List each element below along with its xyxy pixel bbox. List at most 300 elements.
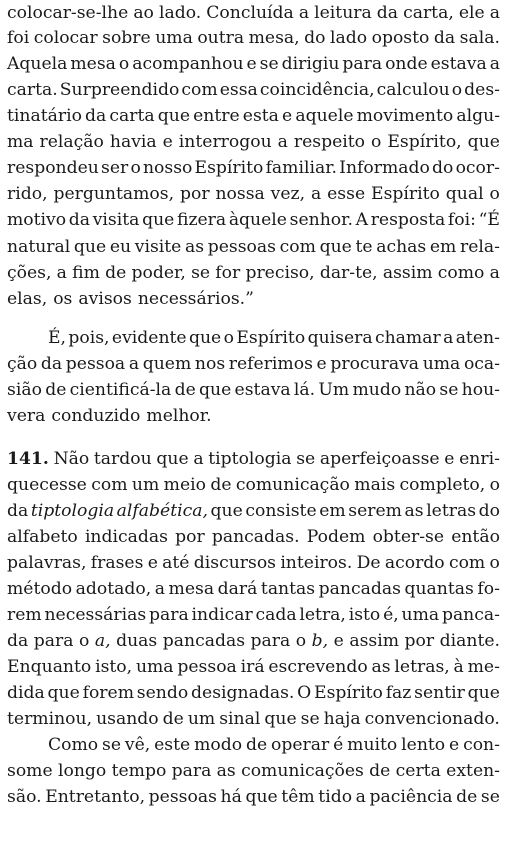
word: preciso, [245, 263, 315, 283]
word: Espírito [314, 683, 383, 703]
word: que [245, 787, 278, 807]
word: aquele [295, 106, 354, 126]
word: tinatário [7, 106, 82, 126]
word: serem [348, 501, 402, 521]
word: diante. [439, 631, 500, 651]
word: uma [422, 354, 461, 374]
word: motivo [7, 210, 67, 230]
word: certa [395, 761, 441, 781]
word: estava [234, 380, 291, 400]
text-line [7, 377, 500, 404]
word: terminou, [7, 709, 93, 729]
word: a [489, 263, 500, 283]
word: Espírito [194, 158, 264, 178]
word: por [404, 631, 435, 651]
word: para [33, 631, 74, 651]
word: letra, [299, 605, 346, 625]
word: em [429, 237, 457, 257]
word: de [210, 475, 232, 495]
word: lado. [158, 3, 202, 23]
word: a [489, 3, 500, 23]
word: colocar [33, 28, 98, 48]
word: alfabeto [7, 527, 78, 547]
word: por [175, 527, 205, 547]
word: escrevendo [268, 657, 368, 677]
word: uma [155, 28, 193, 48]
text-line [48, 732, 500, 759]
word: com [181, 80, 218, 100]
word: do [432, 158, 454, 178]
word: que [156, 449, 189, 469]
word: e [316, 354, 327, 374]
text-line [7, 351, 500, 378]
word: faz [385, 683, 412, 703]
word: a [443, 328, 454, 348]
text-line [7, 260, 500, 287]
word: estava [430, 54, 487, 74]
word: quisera [307, 328, 373, 348]
word: Podem [306, 527, 366, 547]
word: me- [467, 657, 500, 677]
word: nossa [215, 184, 265, 204]
word: respeito [293, 132, 366, 152]
word: esse [327, 184, 366, 204]
word: melhor. [146, 406, 212, 426]
word: e [147, 553, 158, 573]
word: resposta [370, 210, 446, 230]
word: rido, [7, 184, 48, 204]
word: lento [401, 735, 446, 755]
text-line [7, 602, 500, 629]
word: isto [348, 605, 381, 625]
word: àquele [228, 210, 287, 230]
word: e [444, 449, 455, 469]
word: chamar [374, 328, 441, 348]
word: poder, [131, 263, 186, 283]
text-line [7, 0, 500, 27]
word: a [298, 3, 310, 23]
word: natural [7, 237, 71, 257]
word: outra [197, 28, 245, 48]
word: fo- [477, 579, 500, 599]
word: assim [349, 631, 400, 651]
word: da [7, 631, 29, 651]
word: foi [7, 28, 30, 48]
word: exten- [446, 761, 500, 781]
word: senhor. [289, 210, 353, 230]
word: algu- [456, 106, 500, 126]
word: acompanhou [132, 54, 244, 74]
word: se [191, 263, 211, 283]
text-line [7, 155, 500, 182]
word: e [162, 132, 173, 152]
word: são. [7, 787, 42, 807]
word: rem [7, 605, 42, 625]
word: haja [323, 709, 361, 729]
word: familiar. [265, 158, 337, 178]
word: pessoas [207, 237, 276, 257]
text-line [7, 129, 500, 156]
word: enri- [459, 449, 500, 469]
word: nosso [142, 158, 193, 178]
word: comunicações [241, 761, 364, 781]
word: consiste [245, 501, 317, 521]
word: e [282, 106, 293, 126]
word: perguntamos, [53, 184, 175, 204]
word: vez, [270, 184, 306, 204]
word: lá. [293, 380, 316, 400]
word: o [451, 80, 463, 100]
word: tantas [260, 579, 316, 599]
word: o [118, 54, 130, 74]
word: elas, [7, 289, 48, 309]
word: Surpreendido [59, 80, 180, 100]
word: as [404, 501, 424, 521]
word: que [467, 683, 500, 703]
word: for [215, 263, 241, 283]
word: então [451, 527, 500, 547]
word: hou- [461, 380, 500, 400]
word: sendo [136, 683, 189, 703]
word: ser [101, 158, 129, 178]
word: para [342, 54, 383, 74]
word: se [296, 449, 316, 469]
word: meio [163, 475, 206, 495]
word: quantas [404, 579, 474, 599]
word: de [456, 787, 478, 807]
word: pancadas [318, 579, 401, 599]
word: avisos [78, 289, 132, 309]
word: sobre [102, 28, 151, 48]
word: o [371, 132, 382, 152]
word: o [489, 475, 500, 495]
word: leitura [314, 3, 372, 23]
text-line [7, 234, 500, 261]
word: visita [92, 210, 140, 230]
text-line [7, 207, 500, 234]
word: b, [311, 631, 329, 651]
word: mesa [70, 54, 116, 74]
word: para [250, 631, 291, 651]
text-line [7, 550, 500, 577]
word: se [102, 735, 122, 755]
word: respondeu [7, 158, 99, 178]
word: dirigiu [281, 54, 340, 74]
word: que [319, 237, 352, 257]
word: e [246, 54, 257, 74]
word: este [154, 735, 191, 755]
word: um [131, 475, 160, 495]
word: inteiros. [280, 553, 353, 573]
word: que [188, 328, 222, 348]
text-line [7, 25, 500, 52]
word: paciência [369, 787, 453, 807]
text-line [7, 680, 500, 707]
word: operar [271, 735, 330, 755]
word: lado [330, 28, 368, 48]
word: fim [72, 263, 100, 283]
word: é, [383, 605, 399, 625]
word: até [162, 553, 190, 573]
word: ma [7, 132, 34, 152]
word: não [404, 380, 437, 400]
word: usando [96, 709, 159, 729]
word: de [162, 709, 184, 729]
word: pessoa [65, 354, 126, 374]
word: foi: [447, 210, 476, 230]
word: Entretanto, [45, 787, 146, 807]
word: frases [90, 553, 144, 573]
word: os [53, 289, 73, 309]
word: tiptologia [208, 449, 292, 469]
word: modo [194, 735, 243, 755]
word: que [467, 132, 500, 152]
word: dará [217, 579, 258, 599]
word: rela- [460, 237, 500, 257]
word: qual [445, 184, 484, 204]
word: havia [109, 132, 157, 152]
word: eu [109, 237, 132, 257]
word: que [73, 237, 107, 257]
word: da [40, 354, 63, 374]
word: com [91, 475, 128, 495]
word: vê, [124, 735, 151, 755]
word: por [179, 184, 210, 204]
word: Um [318, 380, 350, 400]
word: duas [116, 631, 158, 651]
word: Aquela [7, 54, 68, 74]
word: carta, [403, 3, 454, 23]
word: mesa, [248, 28, 300, 48]
word: o [295, 631, 307, 651]
word: onde [385, 54, 428, 74]
word: de [369, 761, 391, 781]
word: a [128, 354, 140, 374]
word: da [85, 106, 107, 126]
word: relação [39, 132, 104, 152]
word: um [187, 709, 216, 729]
word: aperfeiçoasse [319, 449, 440, 469]
word: ção [7, 354, 38, 374]
word: te [355, 237, 373, 257]
word: a [355, 787, 366, 807]
word: Informado [339, 158, 430, 178]
word: mais [354, 475, 396, 495]
word: ao [133, 3, 154, 23]
word: O [297, 683, 312, 703]
word: a [489, 54, 500, 74]
word: dar-te, [319, 263, 378, 283]
word: oca- [463, 354, 500, 374]
word: uma [401, 605, 440, 625]
word: sião [7, 380, 42, 400]
word: as [185, 237, 205, 257]
word: sinal [219, 709, 261, 729]
word: designadas. [191, 683, 295, 703]
word: e [449, 735, 460, 755]
word: interrogou [178, 132, 272, 152]
word: a [154, 579, 165, 599]
word: que [47, 683, 80, 703]
word: letras [426, 501, 477, 521]
word: se [480, 787, 500, 807]
word: a [310, 184, 322, 204]
word: de [245, 735, 268, 755]
word: método [7, 579, 73, 599]
word: da [433, 28, 456, 48]
text-line [7, 403, 218, 430]
word: longo [57, 761, 107, 781]
word: quecesse [7, 475, 87, 495]
word: palavras, [7, 553, 87, 573]
word: Como [48, 735, 99, 755]
word: que [142, 210, 175, 230]
word: achas [376, 237, 427, 257]
word: discursos [193, 553, 277, 573]
word: indicar [191, 605, 253, 625]
word: do [304, 28, 326, 48]
word: em [319, 501, 346, 521]
word: que [264, 709, 297, 729]
word: letras, [394, 657, 450, 677]
word: Concluída [206, 3, 294, 23]
word: pancadas. [211, 527, 300, 547]
word: que [210, 501, 243, 521]
word: para [171, 761, 212, 781]
word: ções, [7, 263, 52, 283]
word: que [199, 380, 232, 400]
word: quem [142, 354, 192, 374]
text-line [7, 498, 500, 525]
word: o [79, 631, 90, 651]
word: con- [463, 735, 500, 755]
word: se [439, 380, 459, 400]
word: com [448, 553, 486, 573]
text-line [7, 286, 260, 313]
word: o [489, 553, 500, 573]
word: para [149, 605, 189, 625]
word: movimento [356, 106, 454, 126]
word: cada [255, 605, 297, 625]
word: com [279, 237, 316, 257]
paragraph-number: 141. [7, 449, 49, 469]
word: calculou [376, 80, 450, 100]
word: coincidência, [259, 80, 375, 100]
word: a [193, 449, 204, 469]
word: mesa [168, 579, 215, 599]
word: da [68, 210, 91, 230]
word: indicadas [84, 527, 168, 547]
word: comunicação [235, 475, 350, 495]
word: da [7, 501, 29, 521]
text-line [7, 706, 500, 733]
word: a [277, 132, 288, 152]
word: Espírito, [387, 132, 462, 152]
word: as [371, 657, 391, 677]
word: adotado, [75, 579, 152, 599]
word: conduzido [51, 406, 141, 426]
text-line [7, 784, 500, 811]
word: A [355, 210, 369, 230]
word: muito [347, 735, 398, 755]
word: se [259, 54, 279, 74]
word: a, [94, 631, 111, 651]
word: o [130, 158, 141, 178]
word: e [333, 631, 344, 651]
word: como [437, 263, 485, 283]
text-line [7, 181, 500, 208]
word: pois, [68, 328, 110, 348]
word: sentir [414, 683, 465, 703]
word: é [333, 735, 344, 755]
word: de [105, 263, 127, 283]
word: pancadas [162, 631, 246, 651]
text-line [7, 758, 500, 785]
word: completo, [399, 475, 486, 495]
word: De [356, 553, 381, 573]
word: carta. [7, 80, 58, 100]
word: mudo [352, 380, 402, 400]
word: pessoas [148, 787, 217, 807]
text-line [7, 654, 500, 681]
word: visite [134, 237, 182, 257]
word: assim [382, 263, 433, 283]
word: panca- [441, 605, 500, 625]
word: evidente [111, 328, 187, 348]
word: vera [7, 406, 46, 426]
word: obter-se [372, 527, 445, 547]
word: some [7, 761, 53, 781]
text-line [7, 524, 500, 551]
word: da [376, 3, 399, 23]
word: acordo [384, 553, 445, 573]
word: Enquanto [7, 657, 92, 677]
text-line [48, 325, 500, 352]
word: de [45, 380, 67, 400]
word: sala. [459, 28, 500, 48]
word: esta [242, 106, 279, 126]
word: se [300, 709, 320, 729]
word: essa [219, 80, 258, 100]
word: há [220, 787, 242, 807]
word: oposto [371, 28, 430, 48]
word: tempo [111, 761, 167, 781]
text-line [7, 472, 500, 499]
word: isto, [95, 657, 133, 677]
text-line [7, 77, 500, 104]
word: “É [478, 210, 500, 230]
text-line [7, 51, 500, 78]
word: do [478, 501, 500, 521]
word: forem [82, 683, 134, 703]
word: tardou [93, 449, 152, 469]
word: de [174, 380, 196, 400]
word: cientificá-la [69, 380, 172, 400]
word: referimos [228, 354, 313, 374]
text-line [7, 103, 500, 130]
word: Espírito [236, 328, 306, 348]
word: alfabética, [116, 501, 208, 521]
word: à [453, 657, 464, 677]
word: procurava [330, 354, 420, 374]
word: irá [240, 657, 265, 677]
word: Não [53, 449, 90, 469]
word: necessárias [44, 605, 147, 625]
text-line [7, 628, 500, 655]
word: a [56, 263, 67, 283]
word: que [157, 106, 191, 126]
word: o [223, 328, 234, 348]
